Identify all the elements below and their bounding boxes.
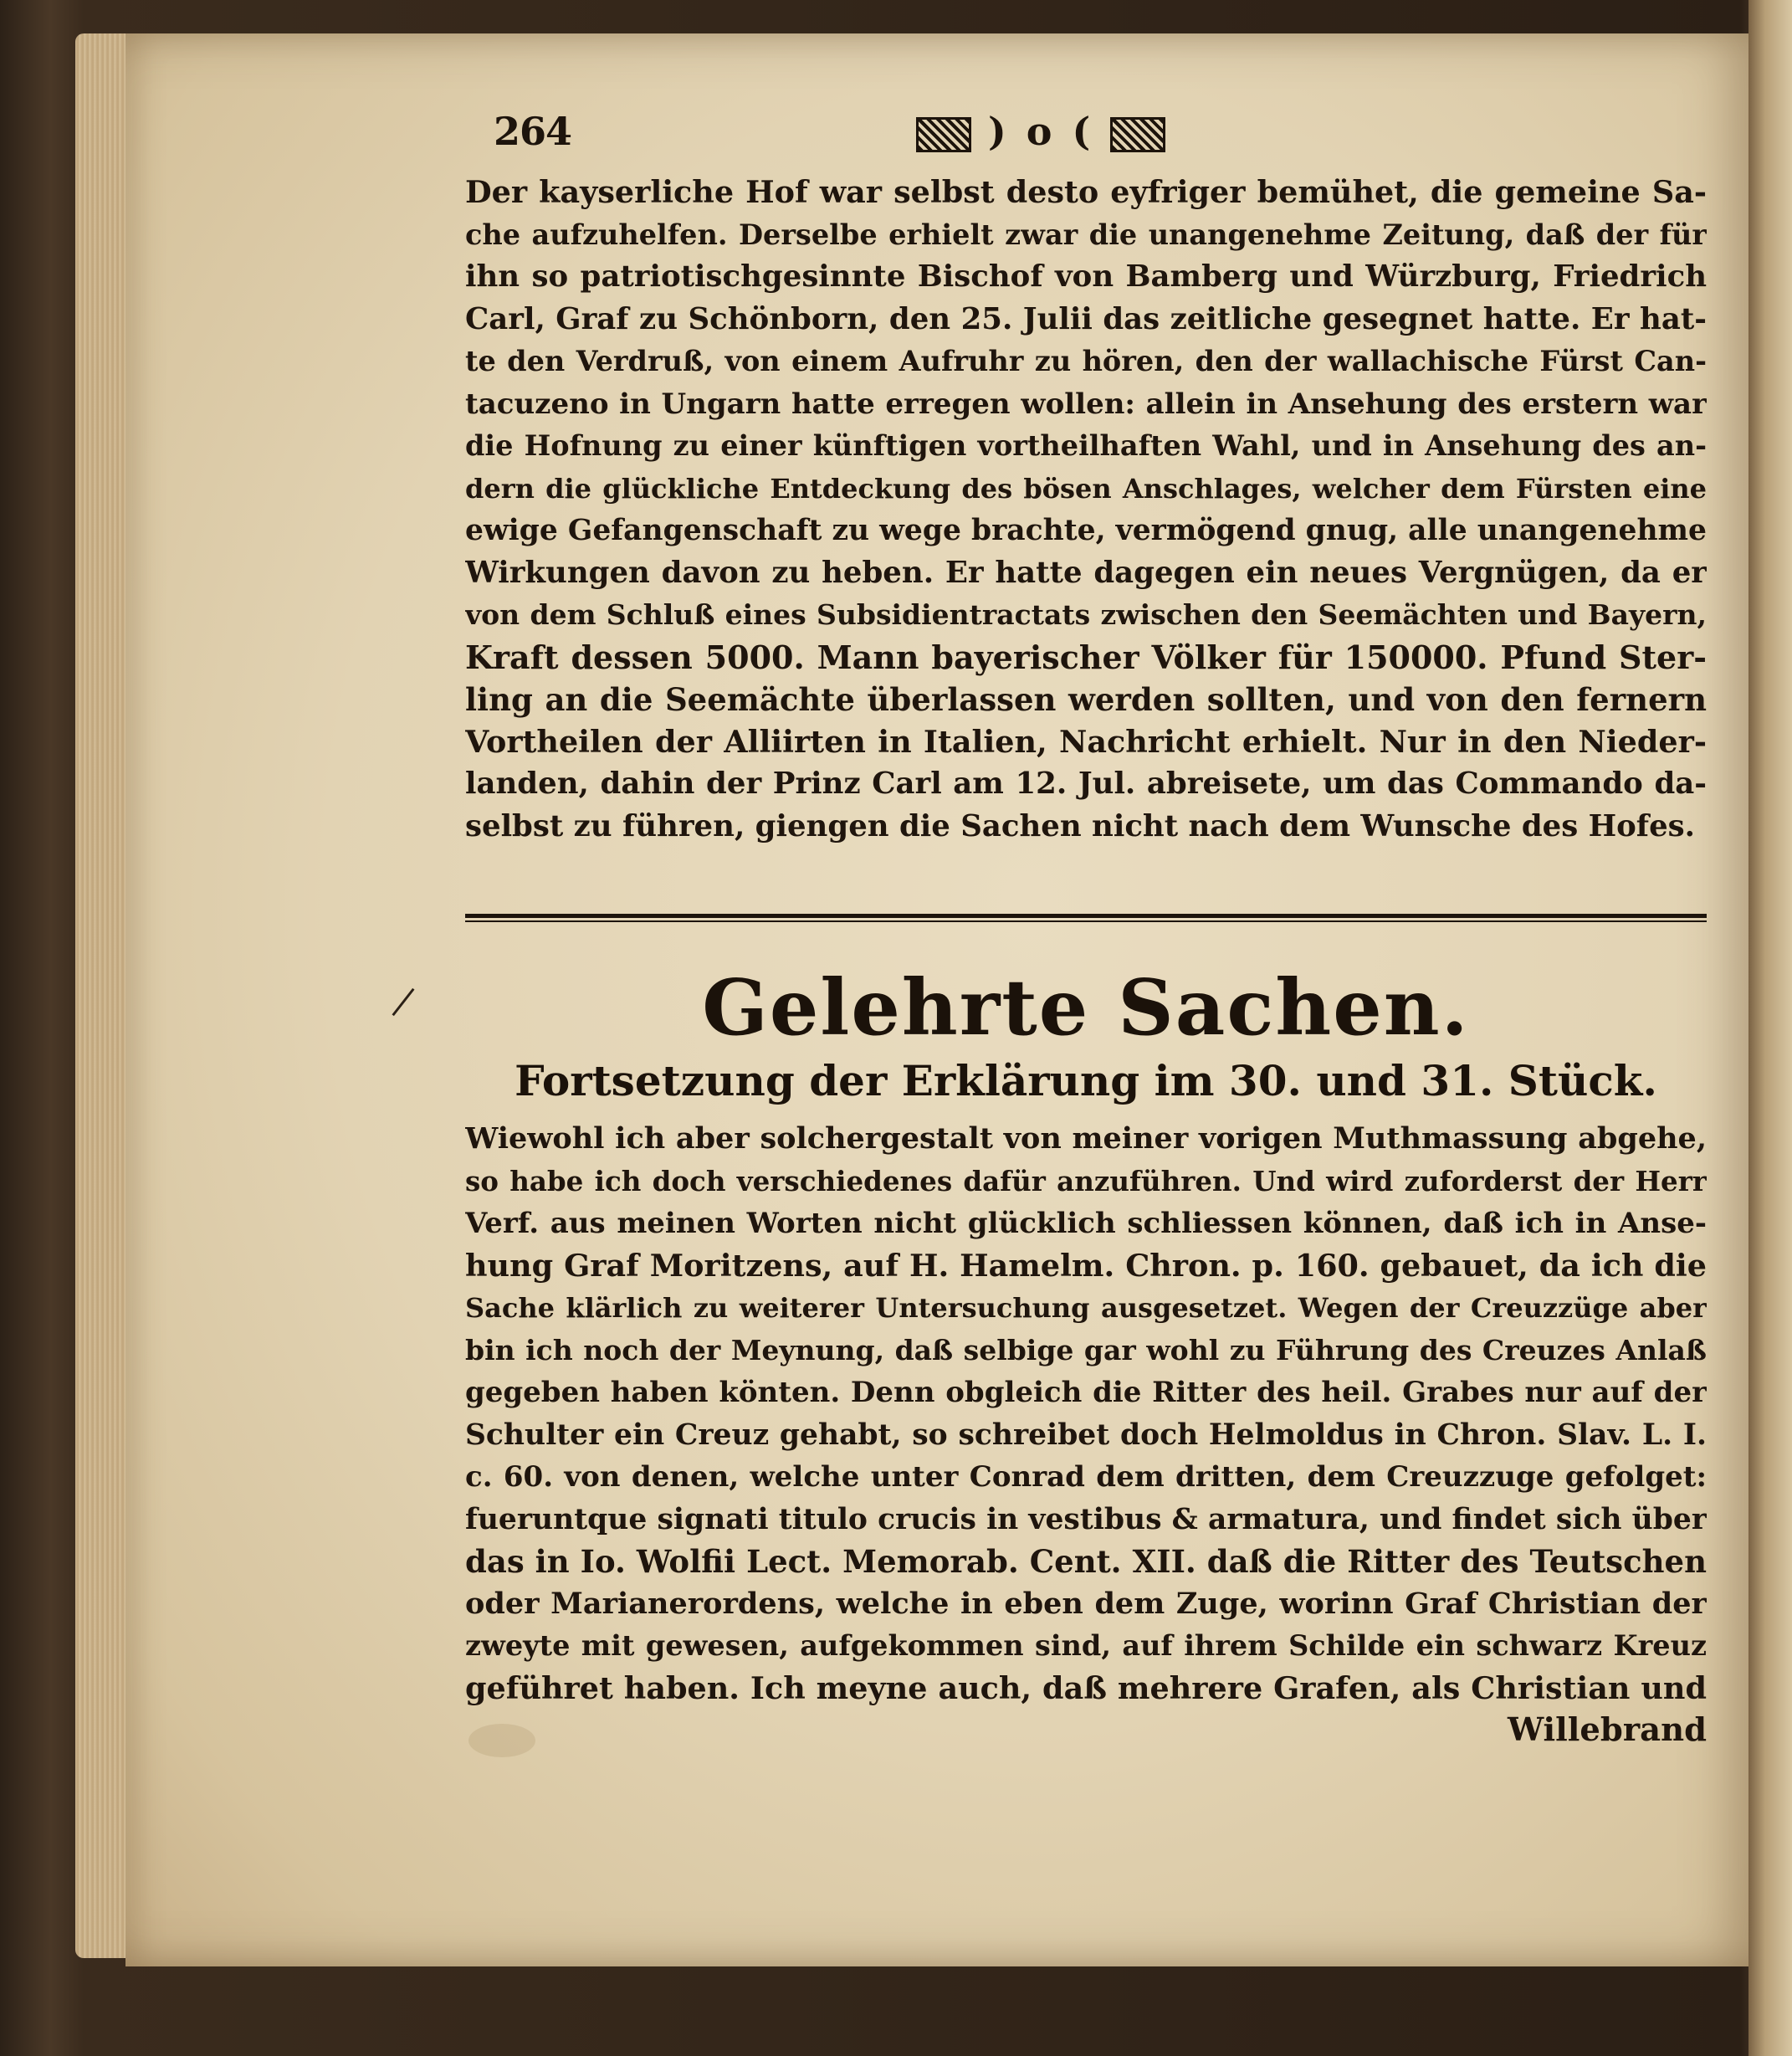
divider-thin-line — [465, 920, 1707, 922]
page-number: 264 — [494, 109, 572, 154]
text-line: landen, dahin der Prinz Carl am 12. Jul. abreisete, um das Commando da- — [465, 767, 1707, 801]
text-line: ewige Gefangenschaft zu wege brachte, vermögend gnug, alle unangenehme — [465, 514, 1707, 547]
text-line: ling an die Seemächte überlassen werden sollten, und von den fernern — [465, 681, 1707, 718]
text-line: zweyte mit gewesen, aufgekommen sind, auf ihrem Schilde ein schwarz Kreuz — [465, 1629, 1707, 1662]
text-line: c. 60. von denen, welche unter Conrad dem dritten, dem Creuzzuge gefolget: — [465, 1460, 1707, 1494]
ornament-left-icon — [916, 117, 971, 152]
section-divider — [465, 914, 1707, 922]
text-line: ihn so patriotischgesinnte Bischof von Bamberg und Würzburg, Friedrich — [465, 259, 1707, 294]
running-header — [494, 109, 1707, 167]
text-line: Schulter ein Creuz gehabt, so schreibet doch Helmoldus in Chron. Slav. L. I. — [465, 1418, 1707, 1452]
text-line: Wiewohl ich aber solchergestalt von meiner vorigen Muthmassung abgehe, — [465, 1121, 1707, 1156]
text-line: geführet haben. Ich meyne auch, daß mehrere Grafen, als Christian und — [465, 1669, 1707, 1706]
text-line: bin ich noch der Meynung, daß selbige gar wohl zu Führung des Creuzes Anlaß — [465, 1333, 1707, 1366]
text-line: dern die glückliche Entdeckung des bösen Anschlages, welcher dem Fürsten eine — [465, 472, 1707, 505]
text-line: che aufzuhelfen. Derselbe erhielt zwar die unangenehme Zeitung, daß der für — [465, 218, 1707, 251]
ornament-text: ) o ( — [988, 109, 1094, 154]
text-line: Carl, Graf zu Schönborn, den 25. Julii das zeitliche gesegnet hatte. Er hat- — [465, 301, 1707, 336]
text-line: Wirkungen davon zu heben. Er hatte dagegen ein neues Vergnügen, da er — [465, 555, 1707, 590]
paragraph-politics — [465, 172, 1707, 848]
text-line: fueruntque signati titulo crucis in vestibus & armatura, und findet sich über — [465, 1502, 1707, 1536]
section-subtitle: Fortsetzung der Erklärung im 30. und 31. Stück. — [515, 1056, 1657, 1105]
text-line: hung Graf Moritzens, auf H. Hamelm. Chron. p. 160. gebauet, da ich die — [465, 1247, 1707, 1284]
text-line: die Hofnung zu einer künftigen vortheilhaften Wahl, und in Ansehung des an- — [465, 429, 1707, 462]
paper-stain — [468, 1724, 535, 1757]
text-line: Vortheilen der Alliirten in Italien, Nachricht erhielt. Nur in den Nieder- — [465, 723, 1707, 760]
text-line: gegeben haben könten. Denn obgleich die Ritter des heil. Grabes nur auf der — [465, 1376, 1707, 1409]
text-line: so habe ich doch verschiedenes dafür anzuführen. Und wird zuforderst der Herr — [465, 1164, 1707, 1197]
header-ornament — [916, 109, 1165, 154]
text-line: Kraft dessen 5000. Mann bayerischer Völker für 150000. Pfund Ster- — [465, 638, 1707, 676]
text-line: oder Marianerordens, welche in eben dem Zuge, worinn Graf Christian der — [465, 1586, 1707, 1621]
text-line: von dem Schluß eines Subsidientractats zwischen den Seemächten und Bayern, — [465, 598, 1707, 631]
text-line: te den Verdruß, von einem Aufruhr zu hören, den der wallachische Fürst Can- — [465, 345, 1707, 377]
catchword: Willebrand — [1508, 1711, 1707, 1749]
text-line: Sache klärlich zu weiterer Untersuchung ausgesetzet. Wegen der Creuzzüge aber — [465, 1292, 1707, 1324]
text-line: das in Io. Wolfii Lect. Memorab. Cent. XII. daß die Ritter des Teutschen — [465, 1543, 1707, 1580]
section-title: Gelehrte Sachen. — [702, 962, 1470, 1053]
divider-thick-line — [465, 914, 1707, 918]
ornament-right-icon — [1110, 117, 1165, 152]
text-line: tacuzeno in Ungarn hatte erregen wollen: allein in Ansehung des erstern war — [465, 387, 1707, 421]
text-line: selbst zu führen, giengen die Sachen nicht nach dem Wunsche des Hofes. — [465, 808, 1696, 843]
paragraph-scholarly — [465, 1118, 1707, 1752]
book-spine — [1748, 0, 1792, 2056]
text-line: Verf. aus meinen Worten nicht glücklich schliessen können, daß ich in Anse- — [465, 1207, 1707, 1240]
text-line: Der kayserliche Hof war selbst desto eyfriger bemühet, die gemeine Sa- — [465, 174, 1707, 210]
